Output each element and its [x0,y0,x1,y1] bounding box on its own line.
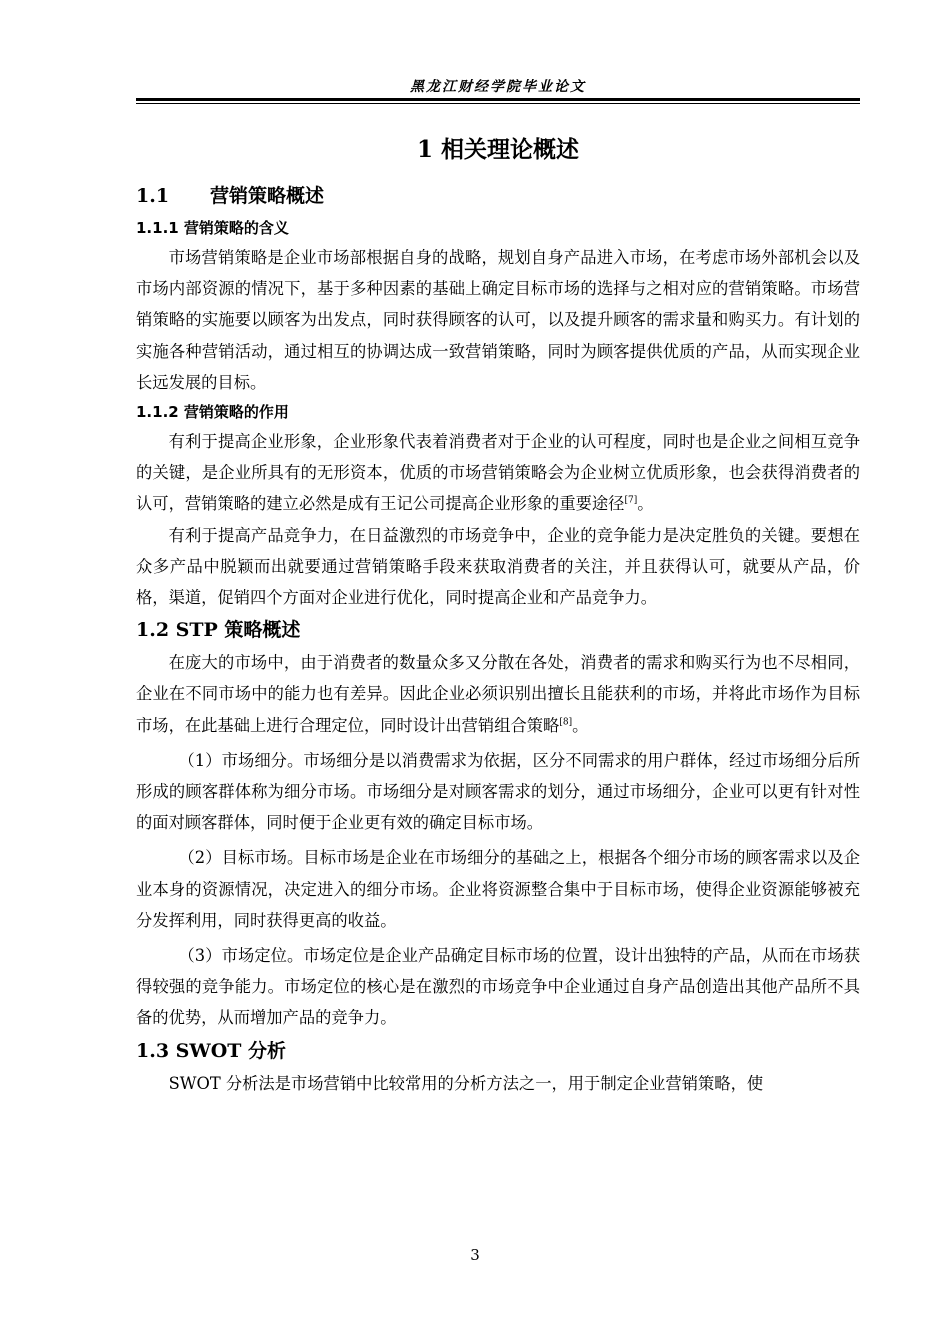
paragraph-end: 。 [572,715,589,735]
chapter-title: 1 相关理论概述 [416,136,579,163]
page-number: 3 [470,1246,480,1264]
citation-ref: [7] [624,496,638,506]
paragraph-text: 有利于提高企业形象，企业形象代表着消费者对于企业的认可程度，同时也是企业之间相互竞争的关键，是企业所具有的无形资本，优质的市场营销策略会为企业树立优质形象，也会获得消费者的认可，营销策略的建立必然是成有王记公司提高企业形象的重要途径 [136,432,860,514]
paragraph-competitiveness: 有利于提高产品竞争力，在日益激烈的市场竞争中，企业的竞争能力是决定胜负的关键。要想在众多产品中脱颖而出就要通过营销策略手段来获取消费者的关注，并且获得认可，就要从产品，价格，渠道，促销四个方面对企业进行优化，同时提高企业和产品竞争力。 [136,525,860,608]
header-rule-thick [136,98,860,101]
section-heading-1-1 [136,178,860,214]
paragraph-positioning: （3）市场定位。市场定位是企业产品确定目标市场的位置，设计出独特的产品，从而在市场获得较强的竞争能力。市场定位的核心是在激烈的市场竞争中企业通过自身产品创造出其他产品所不具备的优势，从而增加产品的竞争力。 [136,946,860,1028]
section-title: 营销策略概述 [210,185,325,207]
header-rule-thin [136,103,860,104]
section-heading-1-3: 1.3 SWOT 分析 [136,1039,287,1062]
citation-ref: [8] [559,717,573,728]
paragraph-stp-intro [136,647,860,741]
paragraph-marketing-definition: 市场营销策略是企业市场部根据自身的战略，规划自身产品进入市场，在考虑市场外部机会以及市场内部资源的情况下，基于多种因素的基础上确定目标市场的选择与之相对应的营销策略。市场营销策略的实施要以顾客为出发点，同时获得顾客的认可，以及提升顾客的需求量和购买力。有计划的实施各种营销活动，通过相互的协调达成一致营销策略，同时为顾客提供优质的产品，从而实现企业长远发展的目标。 [136,248,860,392]
paragraph-swot-intro: SWOT 分析法是市场营销中比较常用的分析方法之一，用于制定企业营销策略，使 [168,1073,764,1093]
paragraph-brand-image [136,426,860,520]
subsection-heading-1-1-2: 1.1.2 营销策略的作用 [136,403,289,422]
page-body [136,126,860,1099]
section-heading-1-2: 1.2 STP 策略概述 [136,619,301,642]
paragraph-text: 在庞大的市场中，由于消费者的数量众多又分散在各处，消费者的需求和购买行为也不尽相同，企业在不同市场中的能力也有差异。因此企业必须识别出擅长且能获利的市场，并将此市场作为目标市场，在此基础上进行合理定位，同时设计出营销组合策略 [136,653,860,735]
paragraph-segmentation: （1）市场细分。市场细分是以消费需求为依据，区分不同需求的用户群体，经过市场细分后所形成的顾客群体称为细分市场。市场细分是对顾客需求的划分，通过市场细分，企业可以更有针对性的面对顾客群体，同时便于企业更有效的确定目标市场。 [136,750,860,833]
paragraph-end: 。 [637,494,654,514]
section-number: 1.1 [136,185,170,207]
running-header: 黑龙江财经学院毕业论文 [410,79,586,95]
paragraph-target-market: （2）目标市场。目标市场是企业在市场细分的基础之上，根据各个细分市场的顾客需求以及企业本身的资源情况，决定进入的细分市场。企业将资源整合集中于目标市场，使得企业资源能够被充分发挥利用，同时获得更高的收益。 [136,848,860,930]
subsection-heading-1-1-1: 1.1.1 营销策略的含义 [136,219,289,237]
